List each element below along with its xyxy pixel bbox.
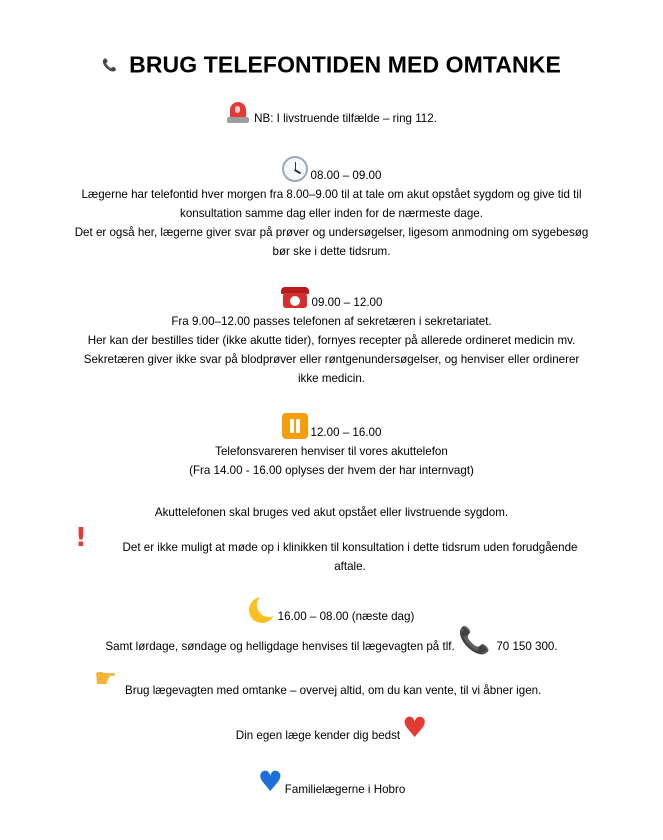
own-doctor-line: Din egen læge kender dig bedst♥ [235, 711, 428, 744]
exclamation-icon: ! [75, 523, 87, 553]
red-telephone-icon [281, 285, 309, 309]
phone-icon: 📞 [102, 57, 118, 72]
page-title: 📞 BRUG TELEFONTIDEN MED OMTANKE [102, 51, 561, 78]
pointing-hand-icon: ☛ [94, 664, 118, 694]
warning-note: Det er ikke muligt at møde op i klinikken til konsultation i dette tidsrum uden forudgående aftale. [122, 541, 578, 573]
section-line: bør ske i dette tidsrum. [272, 245, 391, 258]
akut-line: Akuttelefonen skal bruges ved akut opstået eller livstruende sygdom. [154, 506, 509, 519]
blue-heart-icon: ♥ [257, 765, 283, 798]
police-siren-icon [226, 100, 250, 124]
section-line: (Fra 14.00 - 16.00 oplyses der hvem der har internvagt) [189, 464, 474, 477]
advice-line: Brug lægevagten med omtanke – overvej altid, om du kan vente, til vi åbner igen. [125, 684, 542, 697]
section-time: 16.00 – 08.00 (næste dag) [277, 610, 415, 623]
clock-icon [282, 156, 308, 182]
phone-number: 70 150 300. [496, 640, 558, 653]
telephone-receiver-icon: 📞 [457, 626, 491, 656]
night-referral: Samt lørdage, søndage og helligdage henvises til lægevagten på tlf. 📞 70 150 300. [105, 626, 558, 656]
section-line: Lægerne har telefontid hver morgen fra 8.00–9.00 til at tale om akut opstået sygdom og give tid til [81, 188, 582, 201]
section-line: Her kan der bestilles tider (ikke akutte tider), fornyes recepter på allerede ordineret medicin mv. [87, 334, 576, 347]
section-night [40, 597, 623, 626]
section-line: Telefonsvareren henviser til vores akuttelefon [215, 445, 448, 458]
section-time: 08.00 – 09.00 [310, 169, 382, 182]
section-time: 09.00 – 12.00 [311, 296, 383, 309]
signature-line: ♥ Familielægerne i Hobro [257, 765, 406, 798]
section-line: Sekretæren giver ikke svar på blodprøver eller røntgenundersøgelser, og henviser eller ordinerer [83, 353, 580, 366]
section-line: konsultation samme dag eller inden for de nærmeste dage. [180, 207, 483, 220]
pause-icon [282, 413, 308, 439]
section-morning [40, 156, 623, 261]
section-line: ikke medicin. [297, 372, 365, 385]
red-heart-icon: ♥ [402, 711, 428, 744]
section-answering-machine [40, 413, 623, 480]
section-time: 12.00 – 16.00 [310, 426, 382, 439]
emergency-note: NB: I livstruende tilfælde – ring 112. [40, 100, 623, 128]
section-line: Det er også her, lægerne giver svar på prøver og undersøgelser, ligesom anmodning om sygebesøg [74, 226, 589, 239]
section-line: Fra 9.00–12.00 passes telefonen af sekretæren i sekretariatet. [171, 315, 492, 328]
crescent-moon-icon [249, 597, 275, 623]
section-secretary [40, 285, 623, 388]
